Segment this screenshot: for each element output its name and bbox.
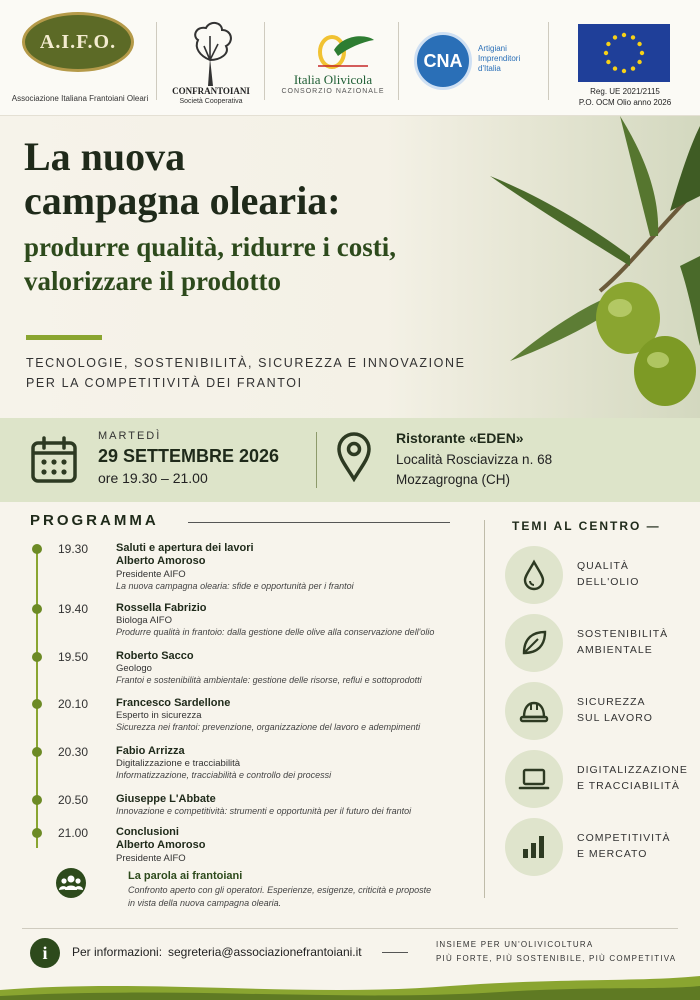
calendar-icon: [30, 436, 78, 484]
laptop-icon: [518, 763, 550, 795]
hero: [0, 116, 700, 418]
drop-icon: [518, 559, 550, 591]
venue-city: Mozzagrogna (CH): [396, 472, 511, 487]
heading-rule: [188, 522, 450, 523]
location-pin-icon: [336, 432, 372, 482]
band-divider: [316, 432, 317, 488]
speaker-role: Biologa AIFO: [116, 615, 172, 626]
speaker-role: Geologo: [116, 663, 152, 674]
eu-star-icon: [622, 69, 626, 73]
item-time: 21.00: [58, 826, 89, 840]
timeline-dot: [32, 747, 42, 757]
footer-rule: [22, 928, 678, 929]
item-time: 20.30: [58, 745, 89, 759]
main-title: campagna olearia:: [24, 178, 341, 223]
timeline-dot: [32, 699, 42, 709]
speaker-name: Francesco Sardellone: [116, 697, 231, 709]
discussion-desc: in vista della nuova campagna olearia.: [128, 898, 282, 908]
olive-tree-icon: [180, 18, 240, 88]
discussion-desc: Confronto aperto con gli operatori. Esperienze, esigenze, criticità e proposte: [128, 885, 432, 895]
discussion-title: La parola ai frantoiani: [128, 870, 243, 882]
event-info-band: [0, 418, 700, 502]
column-divider: [484, 520, 485, 898]
timeline-dot: [32, 604, 42, 614]
talk-topic: Frantoi e sostenibilità ambientale: gestione delle risorse, reflui e sottoprodotti: [116, 675, 422, 685]
eu-star-icon: [631, 66, 635, 70]
confrantoiani-subtitle: Società Cooperativa: [179, 98, 243, 105]
motto: INSIEME PER UN'OLIVICOLTURA: [436, 940, 594, 949]
speaker-role: Presidente AIFO: [116, 569, 186, 580]
item-time: 19.40: [58, 602, 89, 616]
speaker-name: Roberto Sacco: [116, 650, 194, 662]
item-time: 19.30: [58, 542, 89, 556]
talk-topic: Sicurezza nei frantoi: prevenzione, organizzazione del lavoro e adempimenti: [116, 722, 421, 732]
eu-flag-icon: [578, 24, 670, 82]
eu-star-icon: [622, 33, 626, 37]
confrantoiani-name: CONFRANTOIANI: [172, 86, 250, 96]
speaker-name: Alberto Amoroso: [116, 839, 206, 851]
item-title: Saluti e apertura dei lavori: [116, 542, 254, 554]
speaker-name: Rossella Fabrizio: [116, 602, 207, 614]
italia-olivicola-subtitle: CONSORZIO NAZIONALE: [281, 88, 385, 95]
eu-star-icon: [613, 35, 617, 39]
logo-divider: [548, 22, 549, 100]
event-time: ore 19.30 – 21.00: [98, 470, 208, 486]
motto: PIÙ FORTE, PIÙ SOSTENIBILE, PIÙ COMPETITIVA: [436, 954, 677, 963]
open-discussion: [28, 868, 458, 924]
talk-topic: Informatizzazione, tracciabilità e controllo dei processi: [116, 770, 332, 780]
program-heading: PROGRAMMA: [30, 512, 159, 529]
talk-topic: Innovazione e competitività: strumenti e opportunità per il futuro dei frantoi: [116, 806, 412, 816]
eu-star-icon: [631, 35, 635, 39]
eu-star-icon: [637, 60, 641, 64]
themes-heading: TEMI AL CENTRO —: [512, 519, 661, 533]
logo-divider: [264, 22, 265, 100]
eu-star-icon: [637, 42, 641, 46]
footer-dash: [382, 952, 408, 953]
bar-chart-icon: [518, 831, 550, 863]
item-title: Conclusioni: [116, 826, 179, 838]
talk-topic: La nuova campagna olearia: sfide e opportunità per i frantoi: [116, 581, 354, 591]
helmet-icon: [518, 695, 550, 727]
accent-bar: [26, 335, 102, 340]
bottom-wave: [0, 976, 700, 1000]
info-icon: i: [30, 938, 60, 968]
eu-star-icon: [606, 60, 610, 64]
theme-quality: QUALITÀ DELL'OLIO: [505, 546, 695, 606]
leaf-icon: [518, 627, 550, 659]
timeline-dot: [32, 652, 42, 662]
contact-email[interactable]: segreteria@associazionefrantoiani.it: [168, 945, 362, 959]
speaker-name: Fabio Arrizza: [116, 745, 185, 757]
logo-divider: [398, 22, 399, 100]
main-title: La nuova: [24, 134, 186, 179]
theme-sustainability: SOSTENIBILITÀ AMBIENTALE: [505, 614, 695, 674]
timeline-dot: [32, 795, 42, 805]
eu-star-icon: [613, 66, 617, 70]
subtitle: produrre qualità, ridurre i costi,: [24, 232, 397, 262]
venue-address: Località Rosciavizza n. 68: [396, 452, 553, 467]
talk-topic: Produrre qualità in frantoio: dalla gestione delle olive alla conservazione dell'olio: [116, 627, 435, 637]
eu-star-icon: [640, 51, 644, 55]
speaker-name: Alberto Amoroso: [116, 555, 206, 567]
speaker-role: Digitalizzazione e tracciabilità: [116, 758, 241, 769]
italia-olivicola-name: Italia Olivicola: [293, 72, 373, 87]
event-date: 29 SETTEMBRE 2026: [98, 446, 280, 466]
timeline-dot: [32, 544, 42, 554]
timeline-dot: [32, 828, 42, 838]
item-time: 20.10: [58, 697, 89, 711]
event-day: MARTEDÌ: [98, 430, 162, 442]
speaker-role: Presidente AIFO: [116, 853, 186, 864]
eu-star-icon: [606, 42, 610, 46]
aifo-subtitle: Associazione Italiana Frantoiani Oleari: [11, 94, 149, 103]
eu-star-icon: [604, 51, 608, 55]
item-time: 19.50: [58, 650, 89, 664]
logo-header: [0, 0, 700, 116]
eu-regulation: Reg. UE 2021/2115 P.O. OCM Olio anno 2026: [578, 87, 672, 107]
subtitle: valorizzare il prodotto: [24, 266, 281, 296]
cna-logo: CNA: [414, 32, 472, 90]
venue-name: Ristorante «EDEN»: [396, 430, 524, 446]
theme-safety: SICUREZZA SUL LAVORO: [505, 682, 695, 742]
info-label: Per informazioni:: [72, 945, 163, 959]
theme-digitalization: DIGITALIZZAZIONE E TRACCIABILITÀ: [505, 750, 695, 810]
logo-divider: [156, 22, 157, 100]
speaker-role: Esperto in sicurezza: [116, 710, 202, 721]
tagline: TECNOLOGIE, SOSTENIBILITÀ, SICUREZZA E INNOVAZIONE: [26, 356, 466, 370]
cna-text: Artigiani Imprenditori d'Italia: [478, 44, 521, 73]
group-icon: [56, 868, 86, 898]
olive-branch-icon: [480, 116, 700, 418]
tagline: PER LA COMPETITIVITÀ DEI FRANTOI: [26, 376, 303, 390]
item-time: 20.50: [58, 793, 89, 807]
aifo-logo: A.I.F.O.: [22, 12, 134, 72]
italia-olivicola-mark-icon: [308, 30, 378, 70]
theme-competitiveness: COMPETITIVITÀ E MERCATO: [505, 818, 695, 878]
speaker-name: Giuseppe L'Abbate: [116, 793, 216, 805]
